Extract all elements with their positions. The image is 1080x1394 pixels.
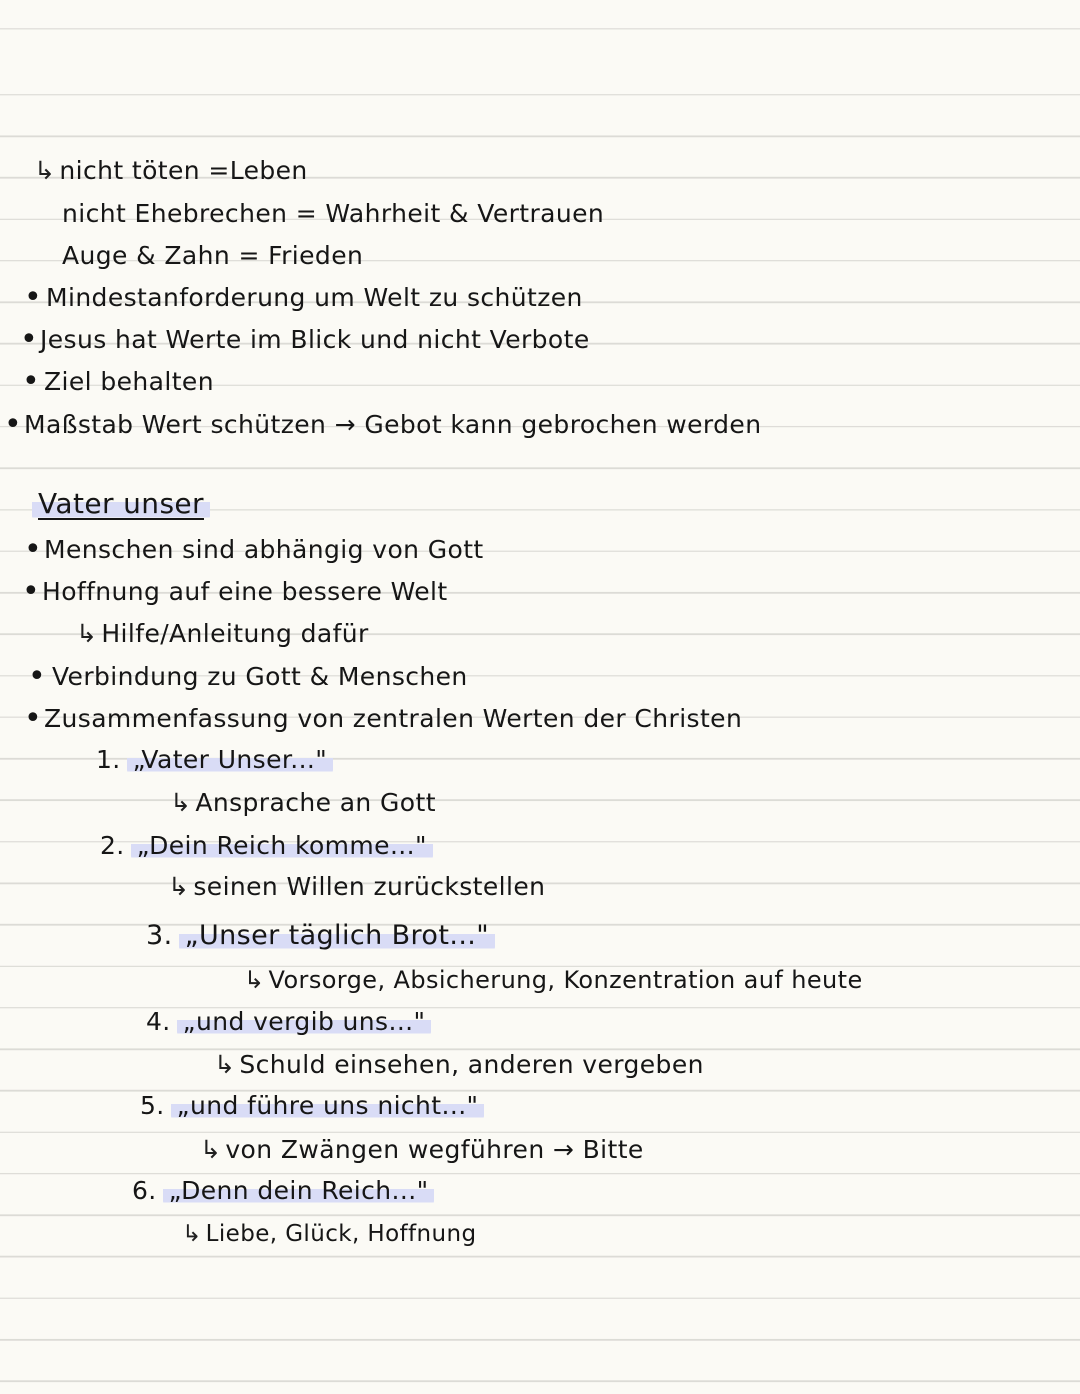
- arrow-right-icon: ↳: [170, 788, 192, 817]
- arrow-right-icon: ↳: [34, 156, 56, 185]
- prayer-item-4: [146, 1006, 431, 1038]
- item-quote: „und vergib uns...": [177, 1007, 432, 1036]
- note-text: Auge & Zahn = Frieden: [62, 241, 364, 270]
- note-text: Hilfe/Anleitung dafür: [101, 619, 369, 648]
- arrow-right-icon: ↳: [244, 966, 265, 994]
- prayer-note-4: [214, 1049, 704, 1081]
- note-text: von Zwängen wegführen → Bitte: [225, 1135, 644, 1164]
- bullet-item: [44, 703, 742, 735]
- prayer-note-5: [200, 1134, 644, 1166]
- item-quote: „Unser täglich Brot...": [179, 920, 496, 951]
- note-text: nicht Ehebrechen = Wahrheit & Vertrauen: [62, 199, 605, 228]
- bullet-dot-icon: •: [24, 280, 42, 315]
- arrow-right-icon: ↳: [182, 1221, 202, 1247]
- note-text: seinen Willen zurückstellen: [193, 872, 546, 901]
- bullet-item: [46, 282, 583, 314]
- bullet-dot-icon: •: [4, 407, 22, 442]
- bullet-dot-icon: •: [22, 574, 40, 609]
- note-line: [62, 240, 363, 272]
- item-number: 2.: [100, 831, 125, 860]
- prayer-item-5: [140, 1090, 484, 1122]
- heading-text: Vater unser: [32, 487, 210, 520]
- bullet-item: [44, 534, 484, 566]
- item-number: 5.: [140, 1091, 165, 1120]
- prayer-note-6: [182, 1218, 476, 1250]
- bullet-item: [24, 409, 761, 441]
- note-text: Schuld einsehen, anderen vergeben: [239, 1050, 704, 1079]
- note-line: [62, 198, 604, 230]
- bullet-text: Mindestanforderung um Welt zu schützen: [46, 283, 583, 312]
- bullet-text: Hoffnung auf eine bessere Welt: [42, 577, 448, 606]
- item-number: 6.: [132, 1176, 157, 1205]
- arrow-right-icon: ↳: [214, 1050, 236, 1079]
- bullet-dot-icon: •: [24, 532, 42, 567]
- note-text: nicht töten =Leben: [59, 156, 308, 185]
- bullet-dot-icon: •: [28, 659, 46, 694]
- item-quote: „Denn dein Reich...": [163, 1176, 435, 1205]
- bullet-item: [52, 661, 468, 693]
- bullet-text: Menschen sind abhängig von Gott: [44, 535, 484, 564]
- arrow-right-icon: ↳: [200, 1135, 222, 1164]
- note-text: Vorsorge, Absicherung, Konzentration auf heute: [268, 966, 863, 994]
- item-number: 1.: [96, 745, 121, 774]
- bullet-item: [40, 324, 590, 356]
- prayer-item-2: [100, 830, 433, 862]
- item-quote: „und führe uns nicht...": [171, 1091, 485, 1120]
- bullet-dot-icon: •: [20, 322, 38, 357]
- note-text: Ansprache an Gott: [195, 788, 436, 817]
- prayer-note-1: [170, 787, 436, 819]
- bullet-item: [44, 366, 214, 398]
- prayer-item-6: [132, 1175, 434, 1207]
- item-number: 3.: [146, 920, 173, 951]
- bullet-dot-icon: •: [24, 701, 42, 736]
- sub-note: [76, 618, 369, 650]
- arrow-right-icon: ↳: [168, 872, 190, 901]
- bullet-item: [42, 576, 448, 608]
- note-text: Liebe, Glück, Hoffnung: [205, 1221, 477, 1247]
- bullet-text: Ziel behalten: [44, 367, 214, 396]
- bullet-dot-icon: •: [22, 364, 40, 399]
- item-quote: „Dein Reich komme...": [131, 831, 433, 860]
- prayer-item-3: [146, 920, 495, 952]
- note-line: [34, 155, 308, 187]
- item-number: 4.: [146, 1007, 171, 1036]
- bullet-text: Verbindung zu Gott & Menschen: [52, 662, 468, 691]
- section-heading: [32, 488, 210, 521]
- prayer-item-1: [96, 744, 333, 776]
- arrow-right-icon: ↳: [76, 619, 98, 648]
- prayer-note-2: [168, 871, 545, 903]
- bullet-text: Jesus hat Werte im Blick und nicht Verbote: [40, 325, 590, 354]
- item-quote: „Vater Unser...": [127, 745, 334, 774]
- bullet-text: Zusammenfassung von zentralen Werten der Christen: [44, 704, 743, 733]
- bullet-text: Maßstab Wert schützen → Gebot kann gebrochen werden: [24, 410, 762, 439]
- prayer-note-3: [244, 964, 863, 996]
